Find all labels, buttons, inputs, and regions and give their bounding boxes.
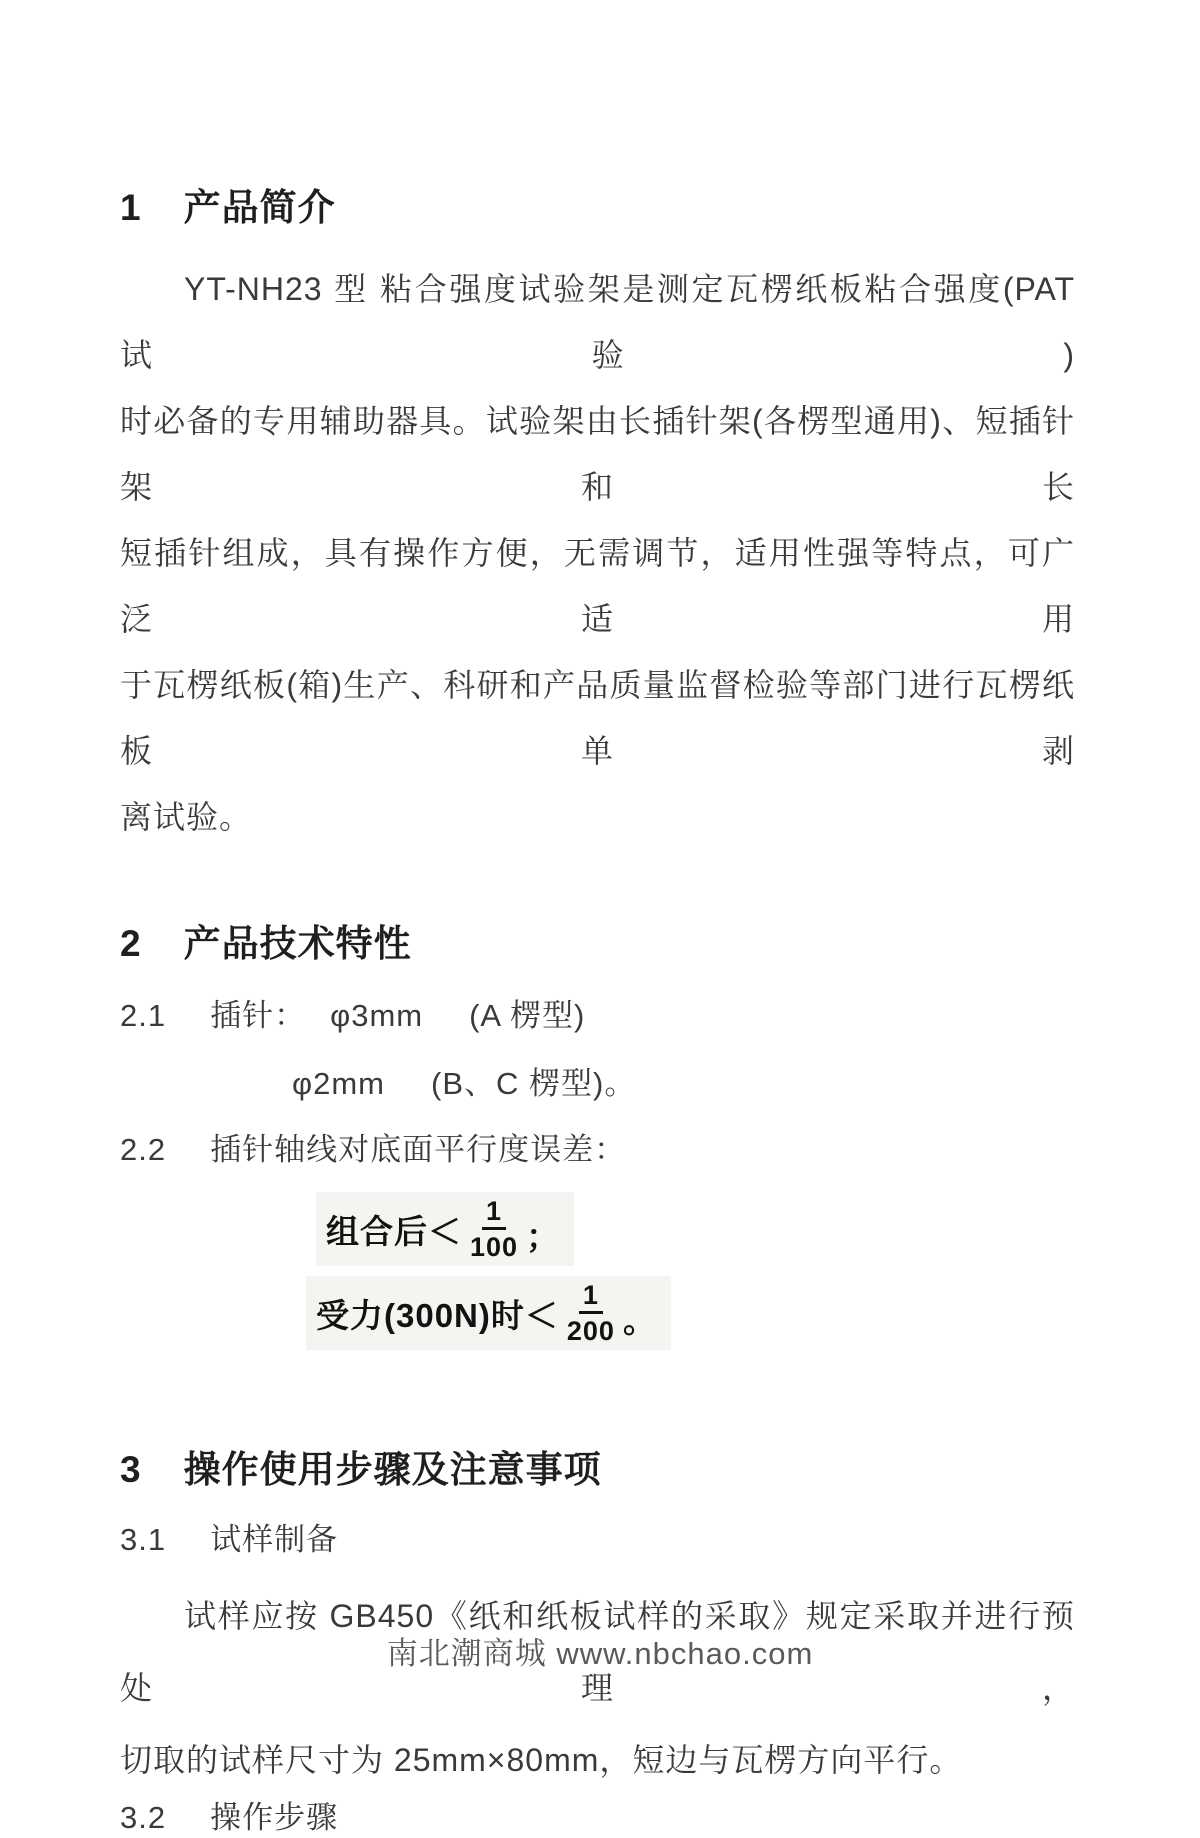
paragraph-line: 于瓦楞纸板(箱)生产、科研和产品质量监督检验等部门进行瓦楞纸板单剥 (120, 667, 1075, 769)
intro-paragraph (120, 256, 1075, 850)
section-1-number: 1 (120, 187, 142, 228)
sample-prep-title: 试样制备 (210, 1522, 339, 1557)
section-3-heading (120, 1448, 1075, 1492)
fraction-denominator: 100 (470, 1232, 519, 1262)
operation-steps-title: 操作步骤 (210, 1800, 339, 1835)
paragraph-line: 切取的试样尺寸为 25mm×80mm，短边与瓦楞方向平行。 (120, 1742, 963, 1778)
formula-row-loaded (120, 1266, 1075, 1350)
item-number: 2.2 (120, 1132, 167, 1167)
fraction-numerator: 1 (579, 1280, 603, 1314)
item-number: 2.1 (120, 998, 167, 1033)
step-item-3-1 (120, 1520, 1075, 1560)
section-2-title: 产品技术特性 (183, 923, 412, 964)
formula-suffix: ； (526, 1218, 561, 1255)
paragraph-line: YT-NH23 型 粘合强度试验架是测定瓦楞纸板粘合强度(PAT 试验) (120, 271, 1075, 373)
sample-prep-paragraph (120, 1580, 1075, 1796)
section-2-number: 2 (120, 923, 142, 964)
formula-suffix: 。 (622, 1302, 657, 1339)
pin-flute-note-bc: (B、C 楞型)。 (431, 1066, 637, 1101)
spec-item-2-1 (120, 996, 1075, 1036)
step-item-3-2 (120, 1798, 1075, 1838)
formula-prefix: 组合后＜ (326, 1212, 462, 1250)
section-2-heading (120, 922, 1075, 966)
section-1-heading (120, 186, 1075, 230)
formula-assembled-tolerance (316, 1192, 574, 1266)
pin-flute-note-a: (A 楞型) (469, 998, 586, 1033)
section-1-title: 产品简介 (183, 187, 336, 228)
formula-prefix: 受力(300N)时＜ (316, 1296, 559, 1334)
formula-loaded-tolerance (306, 1276, 671, 1350)
pin-diameter-bc: φ2mm (292, 1066, 385, 1101)
formula-row-assembled (120, 1170, 1075, 1266)
pin-diameter-a: φ3mm (330, 998, 424, 1033)
section-3-number: 3 (120, 1449, 142, 1490)
item-number: 3.1 (120, 1522, 167, 1557)
spec-item-2-2 (120, 1130, 1075, 1170)
paragraph-line: 时必备的专用辅助器具。试验架由长插针架(各楞型通用)、短插针架和长 (120, 403, 1075, 505)
item-number: 3.2 (120, 1800, 167, 1835)
spec-item-2-1-continued (292, 1064, 1075, 1104)
paragraph-line: 短插针组成，具有操作方便，无需调节，适用性强等特点，可广泛适用 (120, 535, 1075, 637)
section-3-title: 操作使用步骤及注意事项 (183, 1449, 602, 1490)
paragraph-line: 试样应按 GB450《纸和纸板试样的采取》规定采取并进行预处理， (120, 1598, 1075, 1706)
paragraph-line: 离试验。 (120, 799, 253, 835)
footer-watermark: 南北潮商城 www.nbchao.com (386, 1636, 814, 1671)
fraction (567, 1280, 615, 1346)
fraction-denominator: 200 (566, 1316, 615, 1346)
fraction (470, 1196, 518, 1262)
fraction-numerator: 1 (482, 1196, 506, 1230)
pin-label: 插针： (210, 998, 307, 1033)
parallelism-error-label: 插针轴线对底面平行度误差： (210, 1132, 627, 1167)
